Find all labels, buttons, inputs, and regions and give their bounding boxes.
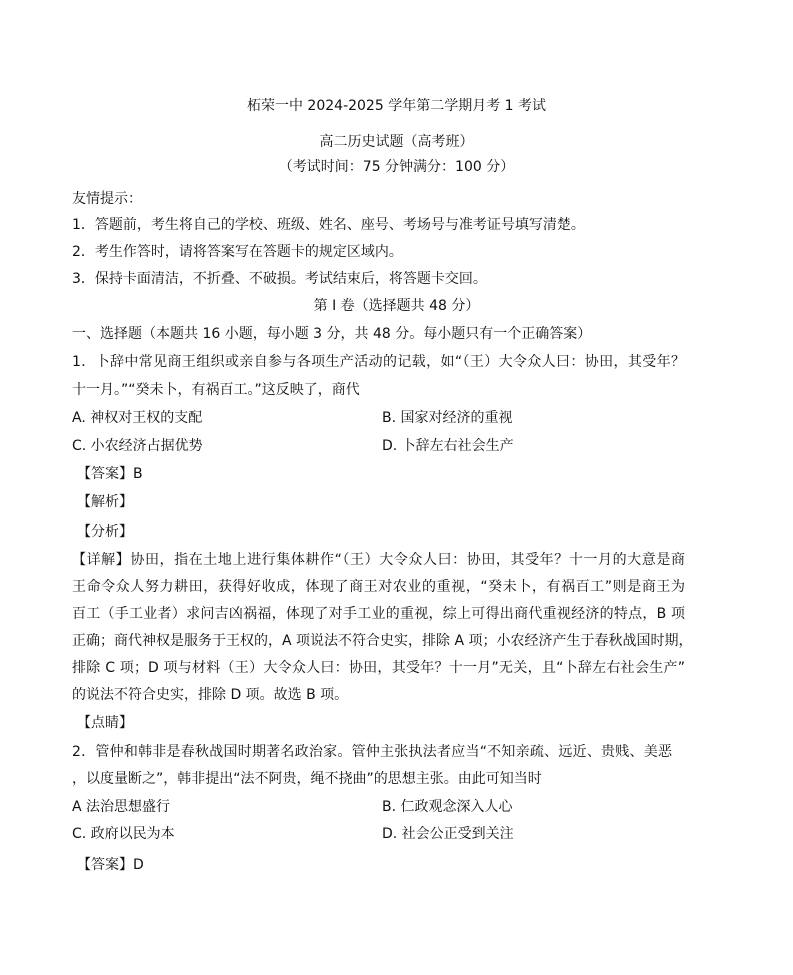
tip-item-2: 2．考生作答时，请将答案写在答题卡的规定区域内。 (72, 244, 403, 260)
q1-detail-line: 百工（手工业者）求问吉凶祸福，体现了对手工业的重视，综上可得出商代重视经济的特点，B 项 (72, 606, 685, 622)
q1-detail-line: 排除 C 项；D 项与材料（王）大令众人曰：协田，其受年？十一月”无关，且“卜辞左右社会生产” (72, 660, 685, 676)
q1-analysis-label: 【解析】 (77, 494, 133, 510)
q2-stem-line2: ，以度量断之”，韩非提出“法不阿贵，绳不挠曲”的思想主张。由此可知当时 (72, 771, 542, 787)
q2-stem-line1: 2．管仲和韩非是春秋战国时期著名政治家。管仲主张执法者应当“不知亲疏、远近、贵贱、美恶 (72, 744, 672, 760)
q1-option-d: D. 卜辞左右社会生产 (382, 438, 514, 454)
q2-answer: 【答案】D (77, 857, 144, 873)
q2-option-b: B. 仁政观念深入人心 (382, 799, 513, 815)
volume-title: 第 I 卷（选择题共 48 分） (313, 298, 480, 314)
q1-stem-line1: 1．卜辞中常见商王组织或亲自参与各项生产活动的记载，如“（王）大令众人曰：协田，其受年？ (72, 354, 685, 370)
tip-item-3: 3．保持卡面清洁，不折叠、不破损。考试结束后，将答题卡交回。 (72, 271, 487, 287)
subject-title: 高二历史试题（高考班） (319, 134, 474, 150)
q1-detail-line: 的说法不符合史实，排除 D 项。故选 B 项。 (72, 687, 349, 703)
section-instruction: 一、选择题（本题共 16 小题，每小题 3 分，共 48 分。每小题只有一个正确答案） (72, 326, 592, 342)
q1-option-c: C. 小农经济占据优势 (72, 438, 203, 454)
q1-detail-line: 正确；商代神权是服务于王权的，A 项说法不符合史实，排除 A 项；小农经济产生于春秋战国时期， (72, 633, 693, 649)
tips-heading: 友情提示： (72, 191, 142, 207)
school-exam-title: 柘荣一中 2024-2025 学年第二学期月考 1 考试 (246, 98, 547, 114)
exam-info: （考试时间：75 分钟满分：100 分） (278, 159, 515, 175)
q2-option-d: D. 社会公正受到关注 (382, 826, 514, 842)
q1-option-a: A. 神权对王权的支配 (72, 410, 203, 426)
q2-option-c: C. 政府以民为本 (72, 826, 175, 842)
q1-dianjing-label: 【点睛】 (77, 715, 133, 731)
q1-detail-line: 【详解】协田，指在土地上进行集体耕作“（王）大令众人曰：协田，其受年？十一月的大意是商 (72, 552, 685, 568)
q1-option-b: B. 国家对经济的重视 (382, 410, 513, 426)
q1-answer: 【答案】B (77, 466, 143, 482)
q2-option-a: A 法治思想盛行 (72, 799, 171, 815)
q1-stem-line2: 十一月。”“癸未卜，有祸百工。”这反映了，商代 (72, 382, 360, 398)
q1-fenxi-label: 【分析】 (77, 524, 133, 540)
q1-detail-line: 王命令众人努力耕田，获得好收成，体现了商王对农业的重视，“癸未卜，有祸百工”则是商王为 (72, 579, 685, 595)
tip-item-1: 1．答题前，考生将自己的学校、班级、姓名、座号、考场号与准考证号填写清楚。 (72, 217, 585, 233)
